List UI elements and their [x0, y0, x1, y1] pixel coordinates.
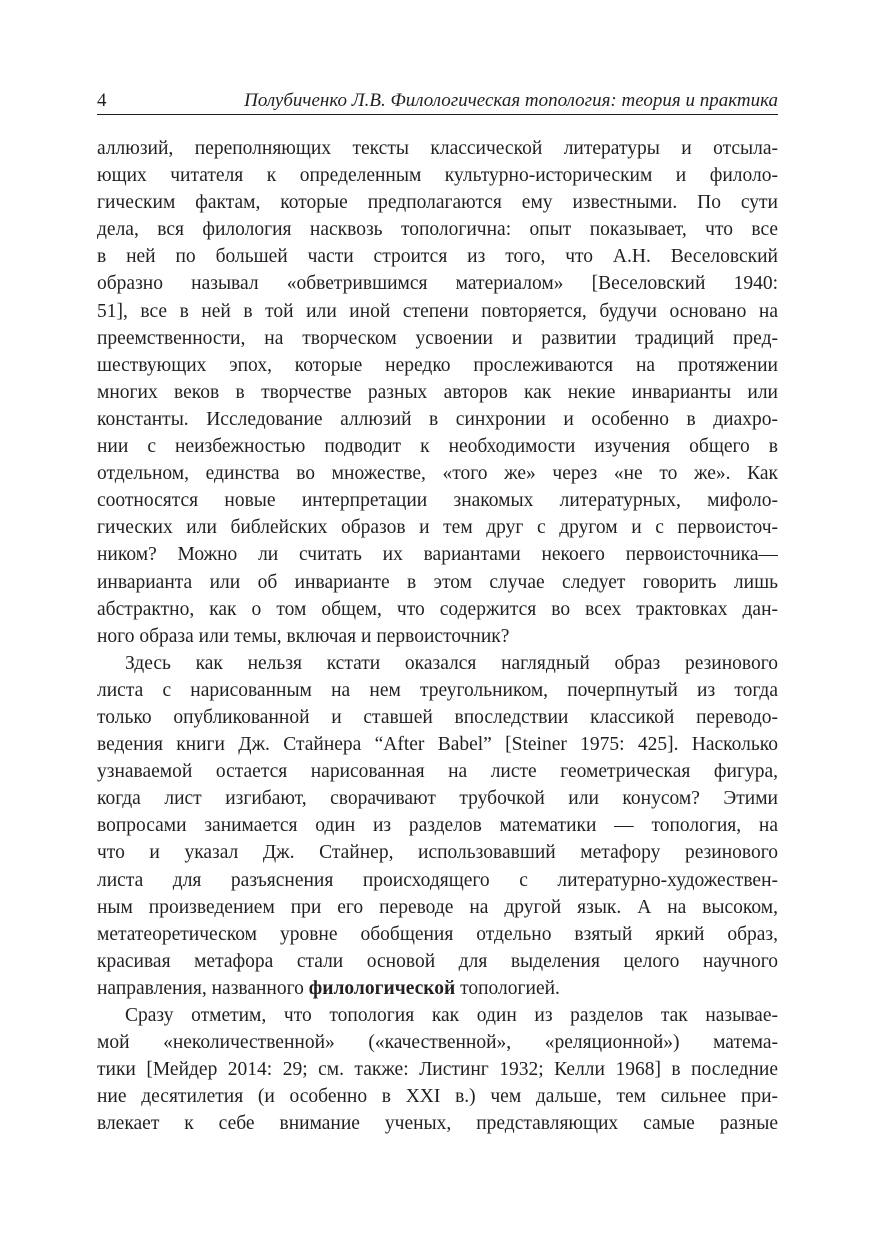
text-line: Сразу отметим, что топология как один из разделов так называе- — [125, 1005, 778, 1026]
text-line: нии с неизбежностью подводит к необходимости изучения общего в — [97, 436, 778, 458]
text-line: когда лист изгибают, сворачивают трубочкой или конусом? Этими — [97, 788, 778, 810]
text-line: листа с нарисованным на нем треугольником, почерпнутый из тогда — [97, 679, 778, 701]
text-line: ного образа или темы, включая и первоисточник? — [97, 625, 510, 647]
text-line: многих веков в творчестве разных авторов как некие инварианты или — [97, 381, 778, 403]
page-number: 4 — [97, 90, 107, 111]
text-line — [97, 975, 778, 1002]
text-line: листа для разъяснения происходящего с литературно-художествен- — [97, 869, 778, 891]
text-line: узнаваемой остается нарисованная на листе геометрическая фигура, — [97, 761, 778, 783]
text-run: топологией. — [455, 977, 560, 999]
text-line: дела, вся филология насквозь топологична: опыт показывает, что все — [97, 219, 778, 241]
body-text — [97, 135, 778, 1137]
text-line: абстрактно, как о том общем, что содержится во всех трактовках дан- — [97, 598, 778, 620]
text-line: тики [Мейдер 2014: 29; см. также: Листинг 1932; Келли 1968] в последние — [97, 1059, 778, 1081]
text-line: гических или библейских образов и тем друг с другом и с первоисточ- — [97, 517, 778, 539]
text-line: ние десятилетия (и особенно в XXI в.) чем дальше, тем сильнее при- — [97, 1086, 778, 1108]
text-line: влекает к себе внимание ученых, представляющих самые разные — [97, 1113, 778, 1135]
text-line: ным произведением при его переводе на другой язык. А на высоком, — [97, 896, 778, 918]
text-line: вопросами занимается один из разделов математики — топология, на — [97, 815, 778, 837]
text-line: образно называл «обветрившимся материалом» [Веселовский 1940: — [97, 273, 778, 295]
text-line: отдельном, единства во множестве, «того же» через «не то же». Как — [97, 463, 778, 485]
paragraph-3 — [97, 1002, 778, 1137]
text-line: шествующих эпох, которые нередко прослеживаются на протяжении — [97, 354, 778, 376]
paragraph-2 — [97, 650, 778, 1002]
text-line: в ней по большей части строится из того, что А.Н. Веселовский — [97, 246, 778, 268]
text-line: константы. Исследование аллюзий в синхронии и особенно в диахро- — [97, 408, 778, 430]
text-line: только опубликованной и ставшей впоследствии классикой переводо- — [97, 706, 778, 728]
running-head: Полубиченко Л.В. Филологическая топология: теория и практика — [244, 90, 778, 111]
text-line: ником? Можно ли считать их вариантами некоего первоисточника— — [97, 544, 778, 566]
text-line: метатеоретическом уровне обобщения отдельно взятый яркий образ, — [97, 923, 778, 945]
text-line: 51], все в ней в той или иной степени повторяется, будучи основано на — [97, 300, 778, 322]
text-line: инварианта или об инварианте в этом случае следует говорить лишь — [97, 571, 778, 593]
text-line: мой «неколичественной» («качественной», «реляционной») матема- — [97, 1032, 778, 1054]
text-line: ющих читателя к определенным культурно-историческим и филоло- — [97, 165, 778, 187]
text-line: красивая метафора стали основой для выделения целого научного — [97, 950, 778, 972]
text-line: преемственности, на творческом усвоении и развитии традиций пред- — [97, 327, 778, 349]
document-page — [97, 84, 778, 1137]
text-line: ведения книги Дж. Стайнера “After Babel” [Steiner 1975: 425]. Насколько — [97, 734, 778, 756]
paragraph-1 — [97, 135, 778, 650]
text-line: гическим фактам, которые предполагаются ему известными. По сути — [97, 192, 778, 214]
text-line: соотносятся новые интерпретации знакомых литературных, мифоло- — [97, 490, 778, 512]
page-header — [97, 84, 778, 115]
text-run: направления, названного — [97, 977, 309, 999]
text-line: аллюзий, переполняющих тексты классической литературы и отсыла- — [97, 138, 778, 159]
text-line: Здесь как нельзя кстати оказался наглядный образ резинового — [125, 652, 778, 674]
text-line: что и указал Дж. Стайнер, использовавший метафору резинового — [97, 842, 778, 864]
bold-term: филологической — [308, 977, 456, 999]
